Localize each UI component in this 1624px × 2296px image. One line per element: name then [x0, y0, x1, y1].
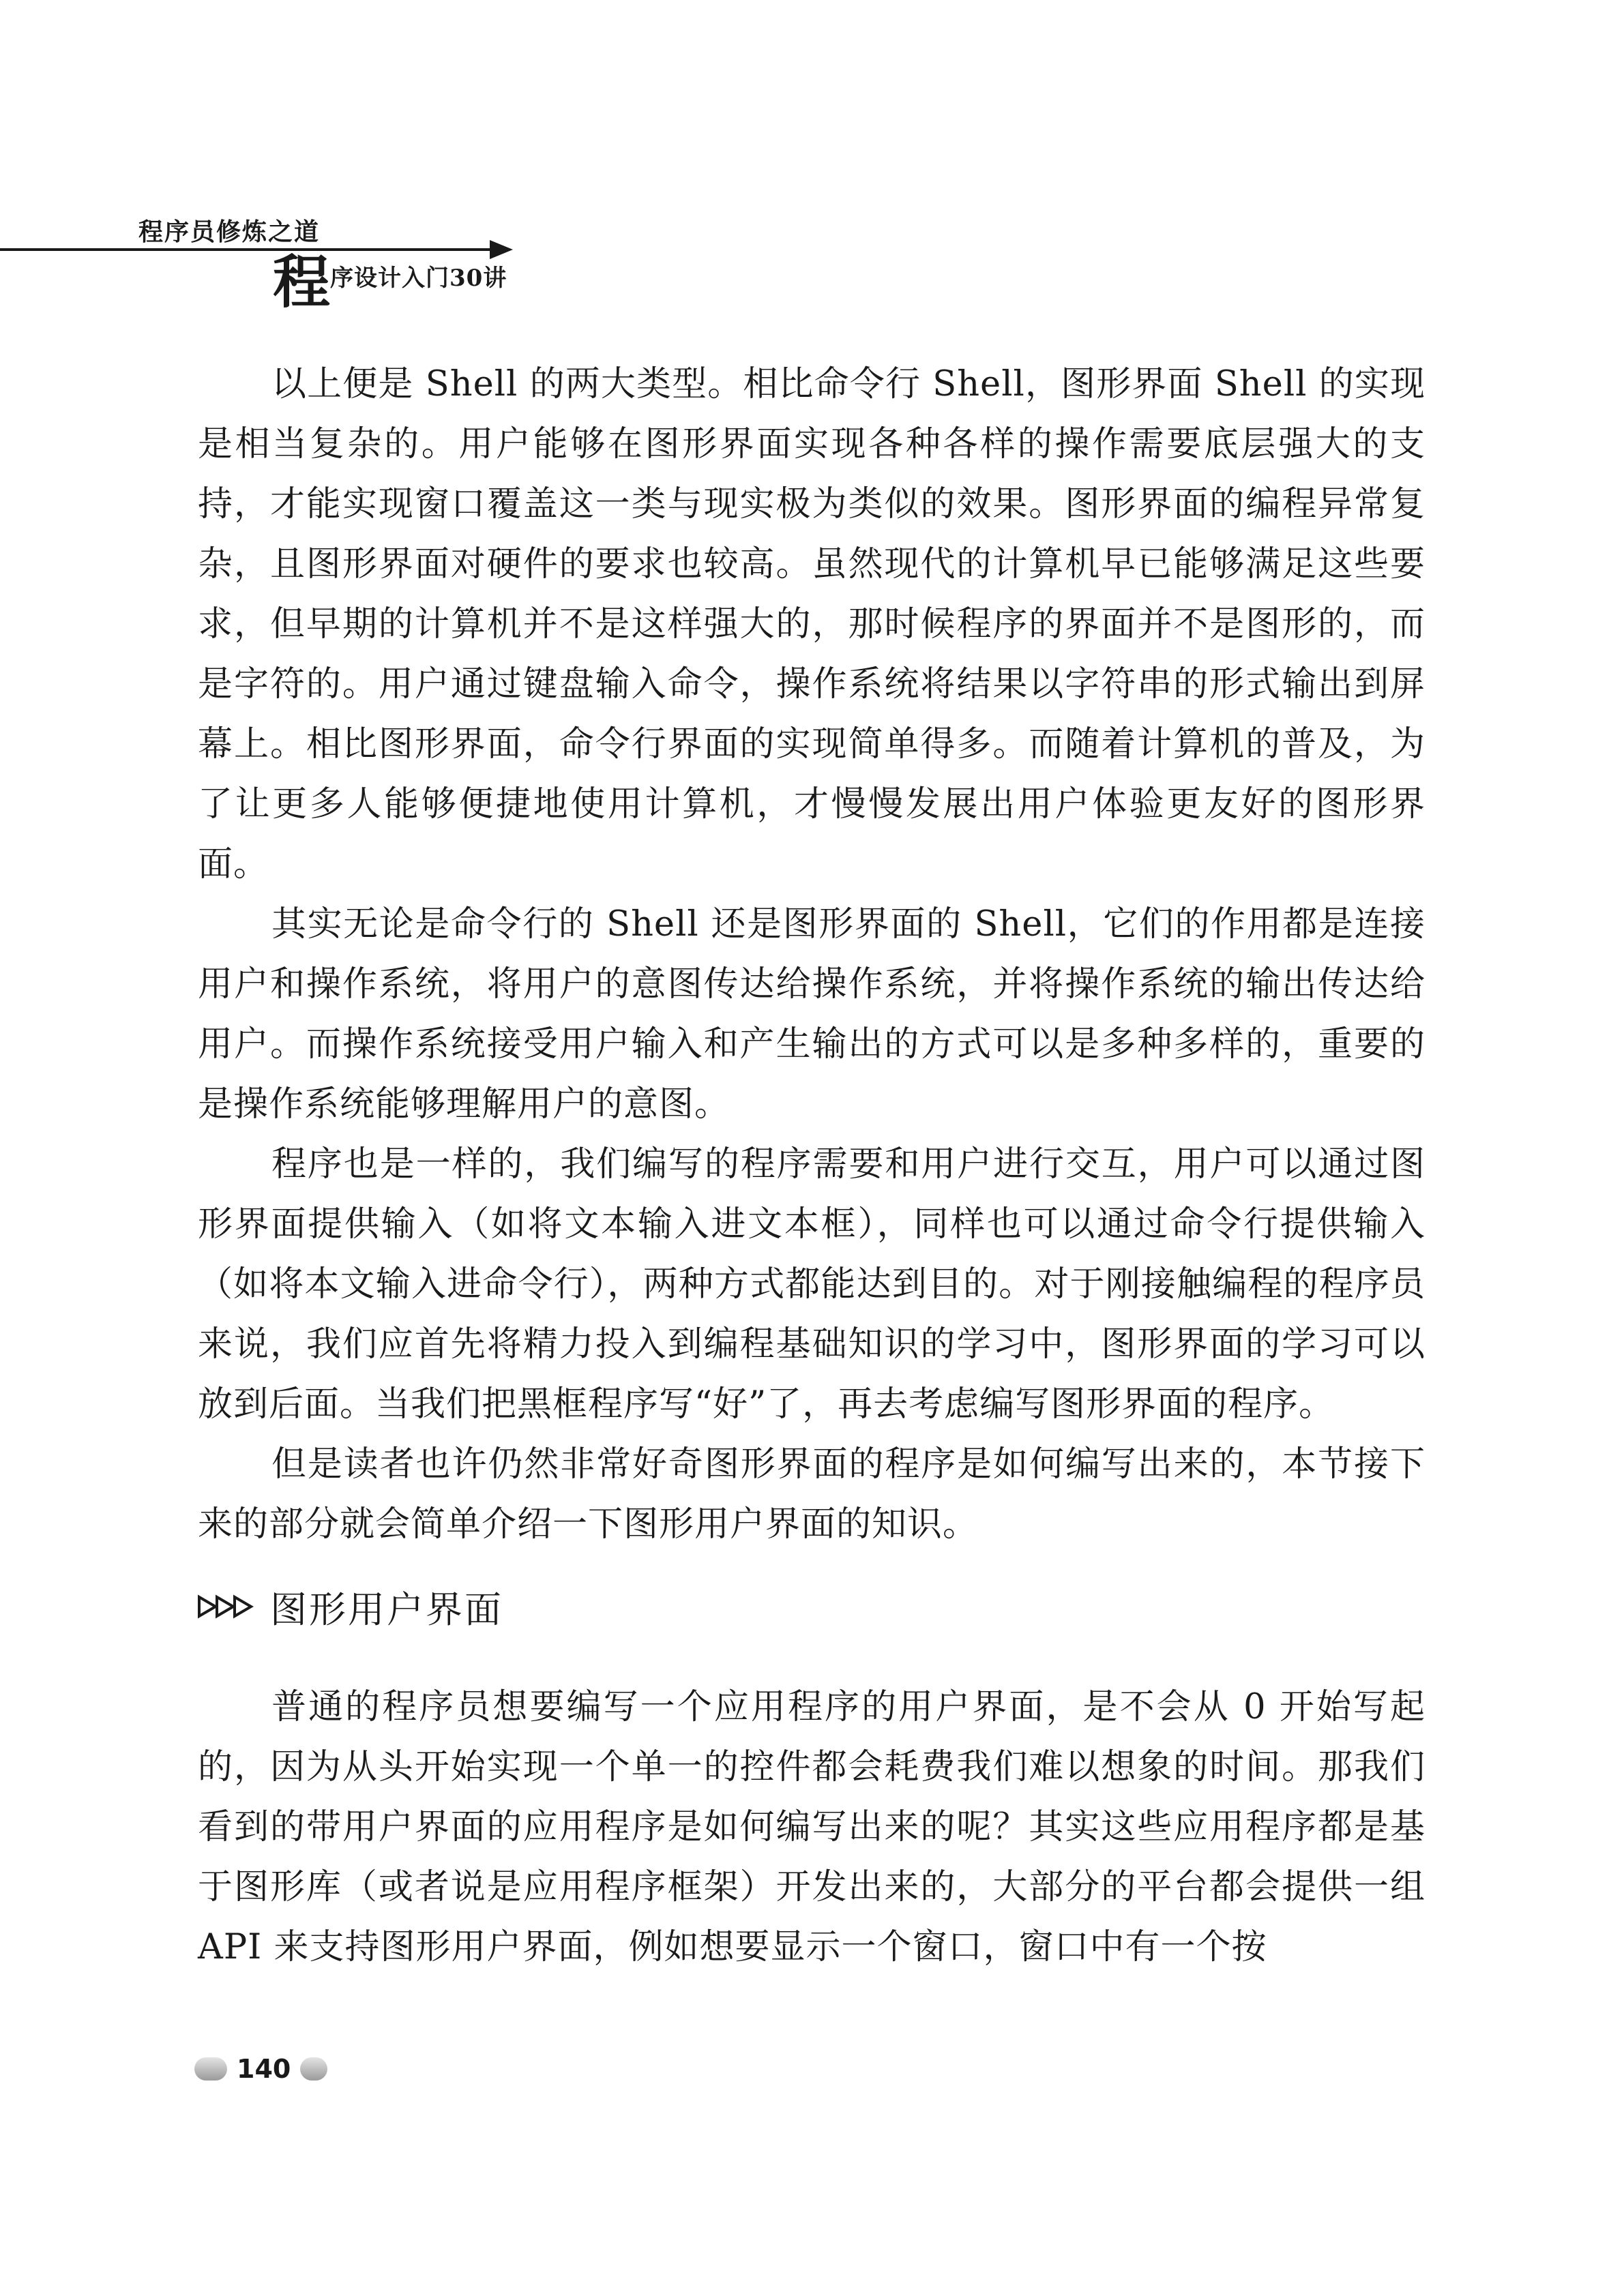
book-title-first-char: 程 — [273, 248, 331, 316]
book-series-title: 程序员修炼之道 — [138, 218, 321, 246]
page-number-text: 140 — [237, 2054, 291, 2084]
triple-arrow-icon — [198, 1593, 255, 1620]
book-title-rest: 序设计入门30讲 — [330, 265, 507, 292]
book-title — [273, 248, 507, 316]
page-number-right-ornament-icon — [300, 2057, 327, 2081]
section-heading — [198, 1577, 1426, 1637]
page-number-left-ornament-icon — [194, 2057, 227, 2081]
paragraph: 其实无论是命令行的 Shell 还是图形界面的 Shell，它们的作用都是连接用户和操作系统，将用户的意图传达给操作系统，并将操作系统的输出传达给用户。而操作系统接受用户输入和产生输出的方式可以是多种多样的，重要的是操作系统能够理解用户的意图。 — [198, 904, 1426, 1124]
paragraph: 普通的程序员想要编写一个应用程序的用户界面，是不会从 0 开始写起的，因为从头开始实现一个单一的控件都会耗费我们难以想象的时间。那我们看到的带用户界面的应用程序是如何编写出来的呢？其实这些应用程序都是基于图形库（或者说是应用程序框架）开发出来的，大部分的平台都会提供一组 API 来支持图形用户界面，例如想要显示一个窗口，窗口中有一个按 — [198, 1687, 1426, 1967]
running-header — [0, 0, 1624, 327]
paragraph: 程序也是一样的，我们编写的程序需要和用户进行交互，用户可以通过图形界面提供输入（如将文本输入进文本框），同样也可以通过命令行提供输入（如将本文输入进命令行），两种方式都能达到目的。对于刚接触编程的程序员来说，我们应首先将精力投入到编程基础知识的学习中，图形界面的学习可以放到后面。当我们把黑框程序写“好”了，再去考虑编写图形界面的程序。 — [198, 1144, 1426, 1425]
page-body — [198, 355, 1426, 1978]
section-title: 图形用户界面 — [270, 1587, 503, 1631]
paragraph: 但是读者也许仍然非常好奇图形界面的程序是如何编写出来的，本节接下来的部分就会简单介绍一下图形用户界面的知识。 — [198, 1444, 1426, 1545]
header-rule — [0, 248, 501, 251]
paragraph: 以上便是 Shell 的两大类型。相比命令行 Shell，图形界面 Shell 的实现是相当复杂的。用户能够在图形界面实现各种各样的操作需要底层强大的支持，才能实现窗口覆盖这一类与现实极为类似的效果。图形界面的编程异常复杂，且图形界面对硬件的要求也较高。虽然现代的计算机早已能够满足这些要求，但早期的计算机并不是这样强大的，那时候程序的界面并不是图形的，而是字符的。用户通过键盘输入命令，操作系统将结果以字符串的形式输出到屏幕上。相比图形界面，命令行界面的实现简单得多。而随着计算机的普及，为了让更多人能够便捷地使用计算机，才慢慢发展出用户体验更友好的图形界面。 — [198, 364, 1426, 884]
page-number — [194, 2054, 327, 2084]
